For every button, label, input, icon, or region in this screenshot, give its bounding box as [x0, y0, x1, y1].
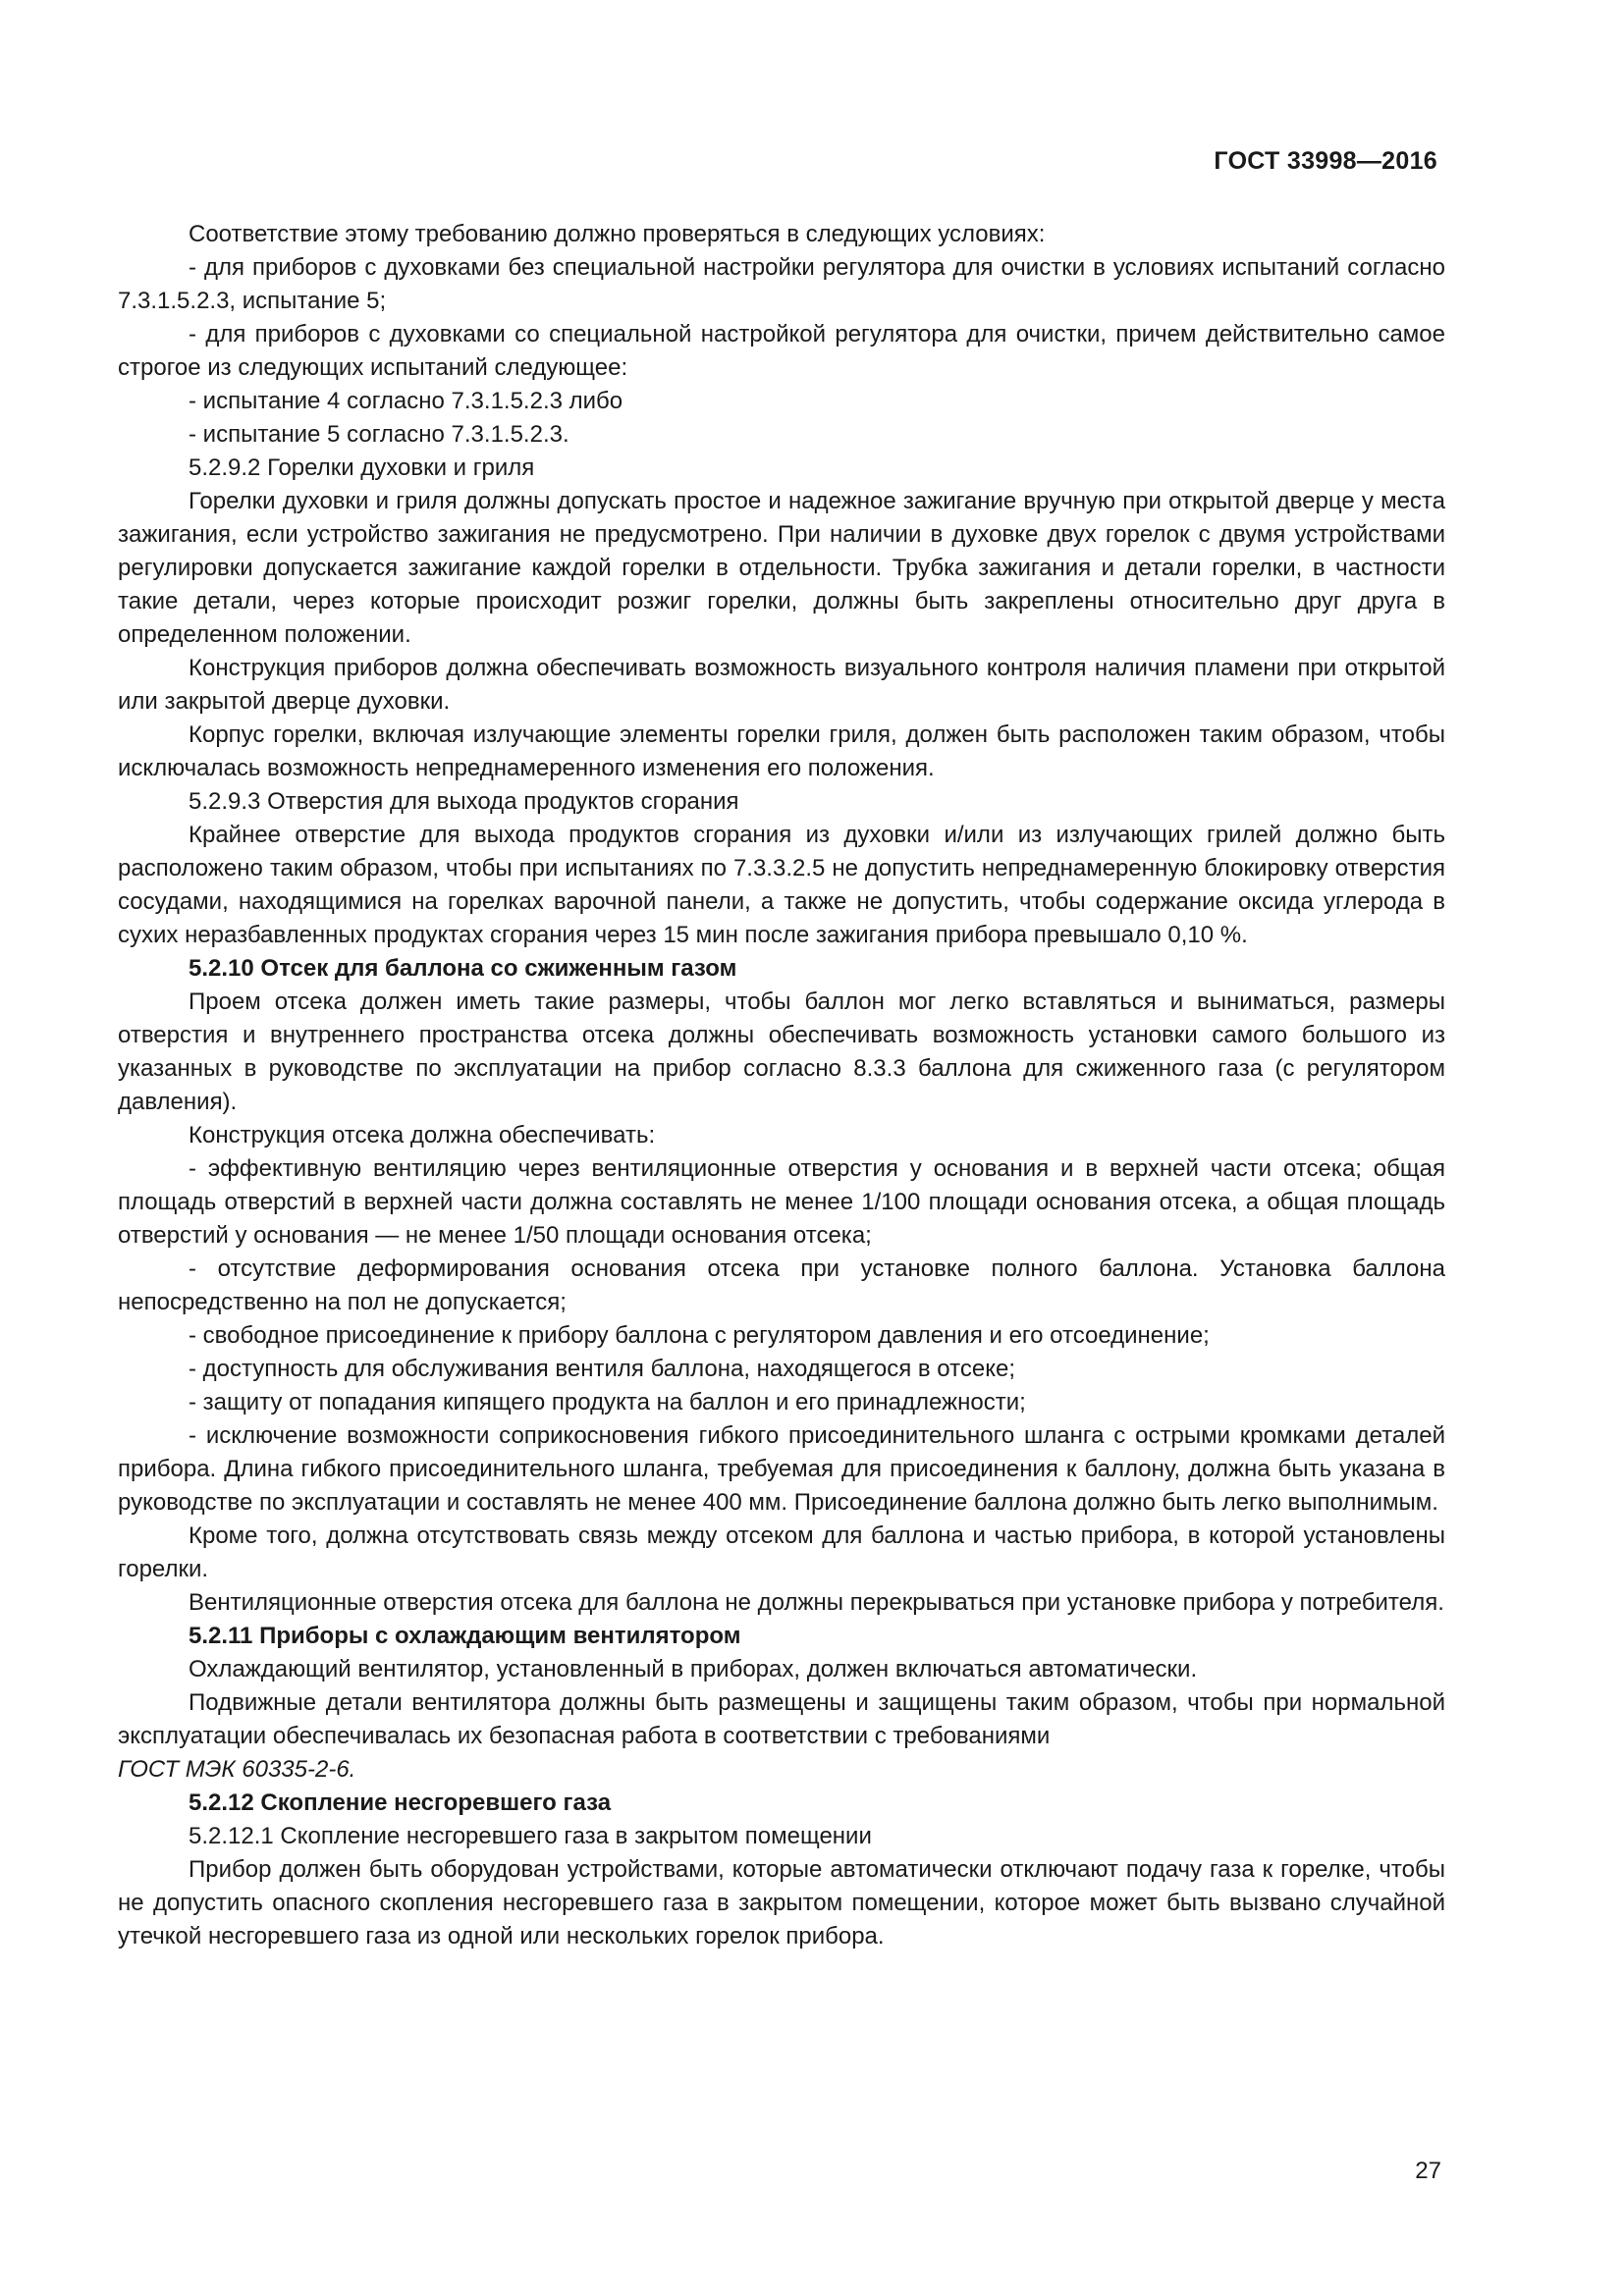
list-item: - доступность для обслуживания вентиля баллона, находящегося в отсеке;: [189, 1356, 1015, 1382]
subsection-heading: 5.2.9.3 Отверстия для выхода продуктов сгорания: [189, 788, 739, 815]
list-item: - свободное присоединение к прибору баллона с регулятором давления и его отсоединение;: [189, 1322, 1210, 1349]
document-header: ГОСТ 33998—2016: [1214, 147, 1437, 175]
list-item: - отсутствие деформирования основания отсека при установке полного баллона. Установка баллона непосредственно на пол не допускается;: [118, 1255, 1445, 1315]
section-heading: 5.2.12 Скопление несгоревшего газа: [189, 1789, 612, 1816]
paragraph: Вентиляционные отверстия отсека для баллона не должны перекрываться при установке прибора у потребителя.: [189, 1589, 1444, 1616]
paragraph: Соответствие этому требованию должно проверяться в следующих условиях:: [189, 221, 1046, 247]
paragraph: Корпус горелки, включая излучающие элементы горелки гриля, должен быть расположен таким образом, чтобы исключалась возможность непреднамеренного изменения его положения.: [118, 721, 1445, 781]
paragraph: Прибор должен быть оборудован устройствами, которые автоматически отключают подачу газа к горелке, чтобы не допустить опасного скопления несгоревшего газа в закрытом помещении, которое может быть вызвано случайной утечкой несгоревшего газа из одной или нескольких горелок прибора.: [118, 1856, 1445, 1949]
list-item: - эффективную вентиляцию через вентиляционные отверстия у основания и в верхней части отсека; общая площадь отверстий в верхней части должна составлять не менее 1/100 площади основания отсека, а общая площадь отверстий у основания — не менее 1/50 площади основания отсека;: [118, 1155, 1445, 1249]
page-number: 27: [1415, 2158, 1441, 2184]
paragraph: Охлаждающий вентилятор, установленный в приборах, должен включаться автоматически.: [189, 1656, 1198, 1682]
list-item: - испытание 5 согласно 7.3.1.5.2.3.: [189, 421, 569, 448]
list-item: - для приборов с духовками без специальной настройки регулятора для очистки в условиях испытаний согласно 7.3.1.5.2.3, испытание 5;: [118, 254, 1445, 314]
paragraph: Подвижные детали вентилятора должны быть размещены и защищены таким образом, чтобы при нормальной эксплуатации обеспечивалась их безопасная работа в соответствии с требованиями: [118, 1689, 1445, 1749]
paragraph: Конструкция отсека должна обеспечивать:: [189, 1122, 656, 1148]
list-item: - испытание 4 согласно 7.3.1.5.2.3 либо: [189, 388, 623, 414]
paragraph: Кроме того, должна отсутствовать связь между отсеком для баллона и частью прибора, в которой установлены горелки.: [118, 1522, 1445, 1582]
subsection-heading: 5.2.12.1 Скопление несгоревшего газа в закрытом помещении: [189, 1823, 872, 1849]
paragraph: Горелки духовки и гриля должны допускать простое и надежное зажигание вручную при открытой дверце у места зажигания, если устройство зажигания не предусмотрено. При наличии в духовке двух горелок с двумя устройствами регулировки допускается зажигание каждой горелки в отдельности. Трубка зажигания и детали горелки, в частности такие детали, через которые происходит розжиг горелки, должны быть закреплены относительно друг друга в определенном положении.: [118, 488, 1445, 648]
section-heading: 5.2.11 Приборы с охлаждающим вентилятором: [189, 1623, 741, 1649]
list-item: - защиту от попадания кипящего продукта на баллон и его принадлежности;: [189, 1389, 1026, 1415]
subsection-heading: 5.2.9.2 Горелки духовки и гриля: [189, 454, 535, 481]
list-item: - исключение возможности соприкосновения гибкого присоединительного шланга с острыми кромками деталей прибора. Длина гибкого присоединительного шланга, требуемая для присоединения к баллону, должна быть указана в руководстве по эксплуатации и составлять не менее 400 мм. Присоединение баллона должно быть легко выполнимым.: [118, 1422, 1445, 1516]
paragraph: Крайнее отверстие для выхода продуктов сгорания из духовки и/или из излучающих грилей должно быть расположено таким образом, чтобы при испытаниях по 7.3.3.2.5 не допустить непреднамеренную блокировку отверстия сосудами, находящимися на горелках варочной панели, а также не допустить, чтобы содержание оксида углерода в сухих неразбавленных продуктах сгорания через 15 мин после зажигания прибора превышало 0,10 %.: [118, 822, 1445, 948]
section-heading: 5.2.10 Отсек для баллона со сжиженным газом: [189, 955, 737, 982]
standard-reference: ГОСТ МЭК 60335-2-6.: [118, 1756, 356, 1783]
paragraph: Проем отсека должен иметь такие размеры, чтобы баллон мог легко вставляться и выниматься, размеры отверстия и внутреннего пространства отсека должны обеспечивать возможность установки самого большого из указанных в руководстве по эксплуатации на прибор согласно 8.3.3 баллона для сжиженного газа (с регулятором давления).: [118, 988, 1445, 1115]
document-body: [118, 218, 1445, 1953]
list-item: - для приборов с духовками со специальной настройкой регулятора для очистки, причем действительно самое строгое из следующих испытаний следующее:: [118, 321, 1445, 381]
paragraph: Конструкция приборов должна обеспечивать возможность визуального контроля наличия пламени при открытой или закрытой дверце духовки.: [118, 655, 1445, 715]
